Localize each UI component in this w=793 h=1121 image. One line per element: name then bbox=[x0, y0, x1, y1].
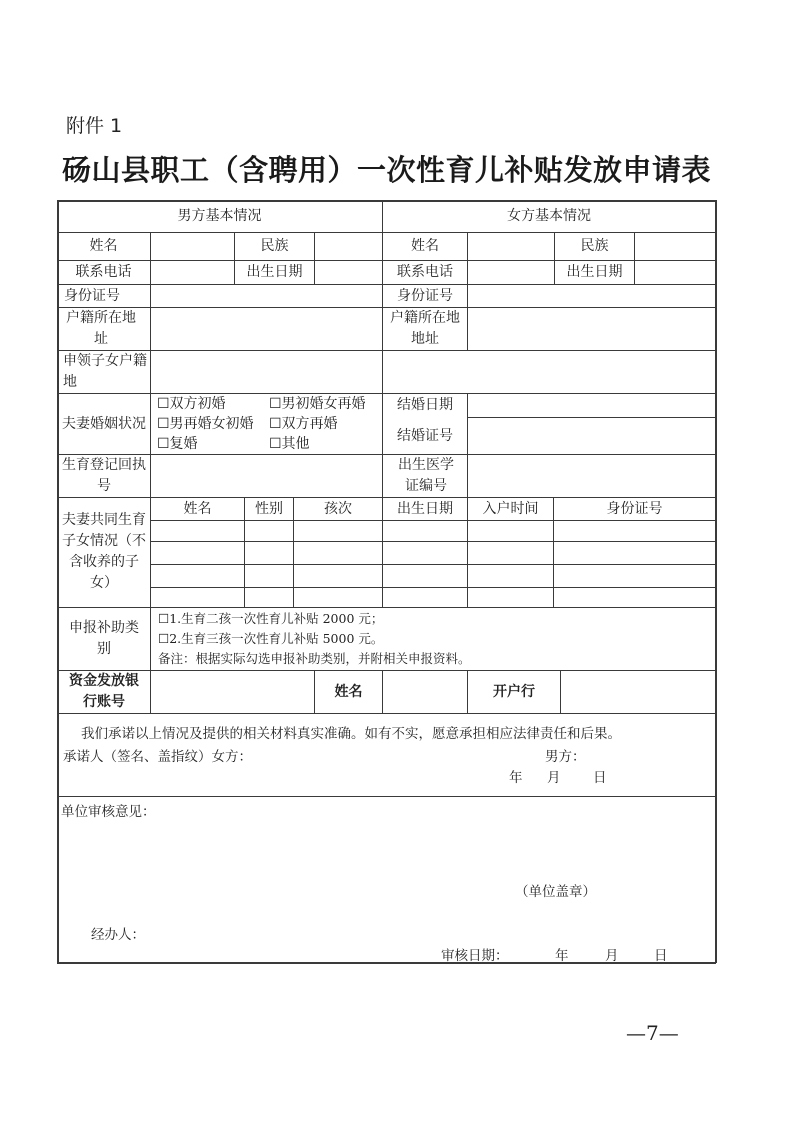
child-col-birth-date: 出生日期 bbox=[397, 500, 453, 517]
option-remarriage[interactable]: ☐复婚 bbox=[157, 436, 198, 452]
option-other[interactable]: ☐其他 bbox=[269, 436, 310, 452]
handler-label[interactable]: 经办人： bbox=[91, 927, 145, 943]
subsidy-option-second-child[interactable]: ☐1.生育二孩一次性育儿补贴 2000 元； bbox=[158, 611, 384, 626]
account-name-label: 姓名 bbox=[334, 683, 363, 700]
pledge-signer-female[interactable]: 承诺人（签名、盖指纹）女方： bbox=[63, 749, 252, 765]
child-col-name: 姓名 bbox=[183, 500, 212, 517]
review-month: 月 bbox=[605, 948, 619, 964]
child-col-gender: 性别 bbox=[255, 500, 283, 517]
option-male-remarried-female-first[interactable]: ☐男再婚女初婚 bbox=[157, 416, 254, 432]
female-phone-field[interactable] bbox=[468, 261, 554, 284]
subsidy-option-third-child[interactable]: ☐2.生育三孩一次性育儿补贴 5000 元。 bbox=[158, 631, 384, 646]
marriage-date-field[interactable] bbox=[468, 394, 715, 417]
review-opinion-label: 单位审核意见： bbox=[61, 804, 156, 820]
review-date-label: 审核日期： bbox=[441, 948, 509, 964]
marriage-cert-label: 结婚证号 bbox=[397, 427, 453, 444]
child-hukou-label: 申领子女户籍地 bbox=[63, 353, 147, 390]
pledge-year: 年 bbox=[509, 770, 523, 786]
male-phone-field[interactable] bbox=[151, 261, 234, 284]
male-hukou-field[interactable] bbox=[151, 308, 382, 350]
bank-field[interactable] bbox=[561, 671, 715, 713]
female-ethnicity-field[interactable] bbox=[635, 233, 715, 260]
female-ethnicity-label: 民族 bbox=[580, 238, 609, 254]
female-hukou-field[interactable] bbox=[468, 308, 715, 350]
pledge-signer-male[interactable]: 男方： bbox=[545, 749, 586, 765]
marriage-date-label: 结婚日期 bbox=[397, 397, 453, 413]
female-id-field[interactable] bbox=[468, 285, 715, 307]
female-id-label: 身份证号 bbox=[397, 287, 453, 304]
male-birth-date-field[interactable] bbox=[315, 261, 382, 284]
birth-receipt-field[interactable] bbox=[151, 455, 382, 497]
male-id-field[interactable] bbox=[151, 285, 382, 307]
account-name-field[interactable] bbox=[383, 671, 467, 713]
marital-status-label: 夫妻婚姻状况 bbox=[62, 415, 146, 432]
bank-account-field[interactable] bbox=[151, 671, 314, 713]
option-both-first-marriage[interactable]: ☐双方初婚 bbox=[157, 396, 226, 412]
male-ethnicity-field[interactable] bbox=[315, 233, 382, 260]
pledge-day: 日 bbox=[593, 770, 607, 786]
male-phone-label: 联系电话 bbox=[75, 264, 132, 280]
child-col-registration-date: 入户时间 bbox=[482, 500, 539, 517]
female-hukou-label: 户籍所在地地址 bbox=[390, 310, 460, 347]
child-col-birth-order: 孩次 bbox=[324, 500, 352, 517]
birth-cert-field[interactable] bbox=[468, 455, 715, 497]
pledge-statement: 我们承诺以上情况及提供的相关材料真实准确。如有不实，愿意承担相应法律责任和后果。 bbox=[81, 726, 621, 742]
female-name-label: 姓名 bbox=[411, 238, 439, 254]
child-row-2[interactable] bbox=[151, 542, 715, 564]
male-section-header: 男方基本情况 bbox=[177, 207, 262, 224]
children-info-label: 夫妻共同生育子女情况（不含收养的子女） bbox=[62, 512, 146, 591]
child-col-id-number: 身份证号 bbox=[606, 500, 663, 517]
pledge-month: 月 bbox=[547, 770, 561, 786]
marriage-cert-field[interactable] bbox=[468, 418, 715, 454]
male-birth-date-label: 出生日期 bbox=[246, 264, 303, 280]
female-phone-label: 联系电话 bbox=[397, 264, 453, 280]
male-name-field[interactable] bbox=[151, 233, 234, 260]
male-name-label: 姓名 bbox=[89, 238, 118, 254]
birth-cert-label: 出生医学证编号 bbox=[398, 457, 454, 494]
birth-receipt-label: 生育登记回执号 bbox=[62, 457, 146, 494]
bank-label: 开户行 bbox=[493, 683, 535, 700]
attachment-label: 附件 1 bbox=[66, 115, 123, 137]
page-title: 砀山县职工（含聘用）一次性育儿补贴发放申请表 bbox=[62, 153, 712, 187]
page-number: —7— bbox=[626, 1021, 679, 1045]
female-birth-date-label: 出生日期 bbox=[566, 264, 623, 280]
unit-seal-label: （单位盖章） bbox=[515, 884, 596, 900]
male-ethnicity-label: 民族 bbox=[260, 238, 289, 254]
subsidy-note: 备注：根据实际勾选申报补助类别，并附相关申报资料。 bbox=[158, 651, 471, 666]
review-day: 日 bbox=[654, 948, 668, 964]
subsidy-type-label: 申报补助类别 bbox=[69, 620, 139, 657]
review-year: 年 bbox=[555, 948, 569, 964]
child-row-4[interactable] bbox=[151, 588, 715, 607]
female-section-header: 女方基本情况 bbox=[507, 207, 591, 224]
bank-account-label: 资金发放银行账号 bbox=[69, 673, 139, 710]
option-male-first-female-remarried[interactable]: ☐男初婚女再婚 bbox=[269, 396, 366, 412]
female-name-field[interactable] bbox=[468, 233, 554, 260]
option-both-remarried[interactable]: ☐双方再婚 bbox=[269, 416, 338, 432]
male-hukou-label: 户籍所在地址 bbox=[66, 310, 136, 347]
child-row-3[interactable] bbox=[151, 565, 715, 587]
child-row-1[interactable] bbox=[151, 521, 715, 541]
child-hukou-field[interactable] bbox=[151, 351, 715, 393]
male-id-label: 身份证号 bbox=[64, 287, 120, 304]
female-birth-date-field[interactable] bbox=[635, 261, 715, 284]
application-form bbox=[57, 200, 716, 963]
